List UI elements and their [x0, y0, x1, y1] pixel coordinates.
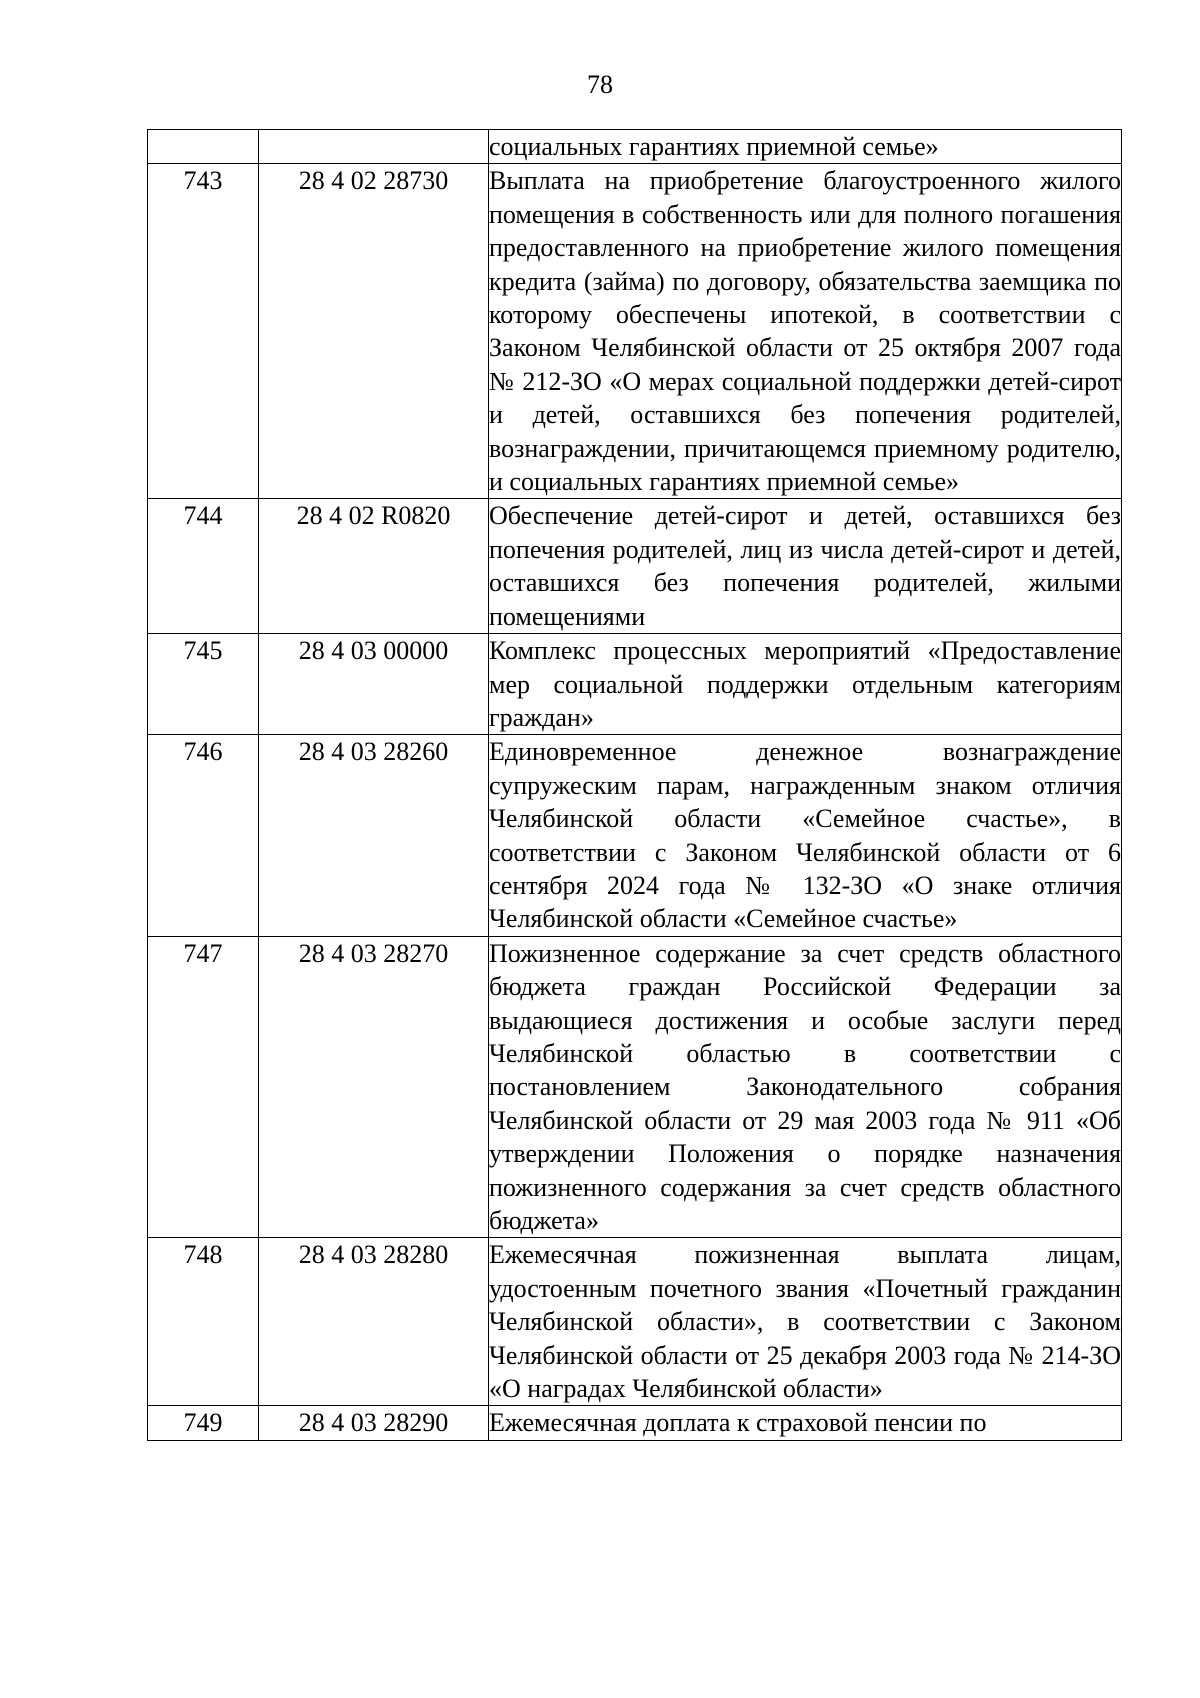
expense-description: Комплекс процессных мероприятий «Предоставление мер социальной поддержки отдельным категориям граждан» — [489, 634, 1122, 735]
page-number: 78 — [587, 70, 613, 99]
target-article-code: 28 4 03 28290 — [259, 1406, 489, 1440]
row-number: 747 — [148, 936, 259, 1238]
table-row — [148, 936, 1122, 1238]
table-row — [148, 1406, 1122, 1440]
row-number: 749 — [148, 1406, 259, 1440]
budget-classification-table — [147, 129, 1122, 1441]
target-article-code: 28 4 03 28270 — [259, 936, 489, 1238]
row-number: 745 — [148, 634, 259, 735]
expense-description: Ежемесячная доплата к страховой пенсии по — [489, 1406, 1122, 1440]
target-article-code — [259, 130, 489, 164]
expense-description: Ежемесячная пожизненная выплата лицам, удостоенным почетного звания «Почетный гражданин Челябинской области», в соответствии с Законом Челябинской области от 25 декабря 2003 года № 214-ЗО «О наградах Челябинской области» — [489, 1238, 1122, 1406]
target-article-code: 28 4 03 00000 — [259, 634, 489, 735]
target-article-code: 28 4 03 28280 — [259, 1238, 489, 1406]
row-number: 748 — [148, 1238, 259, 1406]
row-number: 746 — [148, 735, 259, 936]
table-row — [148, 1238, 1122, 1406]
target-article-code: 28 4 03 28260 — [259, 735, 489, 936]
table-row — [148, 634, 1122, 735]
table-row — [148, 164, 1122, 499]
row-number — [148, 130, 259, 164]
expense-description: Пожизненное содержание за счет средств областного бюджета граждан Российской Федерации за выдающиеся достижения и особые заслуги перед Челябинской областью в соответствии с постановлением Законодательного собрания Челябинской области от 29 мая 2003 года № 911 «Об утверждении Положения о порядке назначения пожизненного содержания за счет средств областного бюджета» — [489, 936, 1122, 1238]
expense-description: Единовременное денежное вознаграждение супружеским парам, награжденным знаком отличия Челябинской области «Семейное счастье», в соответствии с Законом Челябинской области от 6 сентября 2024 года № 132-ЗО «О знаке отличия Челябинской области «Семейное счастье» — [489, 735, 1122, 936]
target-article-code: 28 4 02 R0820 — [259, 499, 489, 634]
table-row — [148, 130, 1122, 164]
row-number: 744 — [148, 499, 259, 634]
expense-description: социальных гарантиях приемной семье» — [489, 130, 1122, 164]
expense-description: Обеспечение детей-сирот и детей, оставшихся без попечения родителей, лиц из числа детей-сирот и детей, оставшихся без попечения родителей, жилыми помещениями — [489, 499, 1122, 634]
table-row — [148, 735, 1122, 936]
table-row — [148, 499, 1122, 634]
target-article-code: 28 4 02 28730 — [259, 164, 489, 499]
expense-description: Выплата на приобретение благоустроенного жилого помещения в собственность или для полного погашения предоставленного на приобретение жилого помещения кредита (займа) по договору, обязательства заемщика по которому обеспечены ипотекой, в соответствии с Законом Челябинской области от 25 октября 2007 года № 212-ЗО «О мерах социальной поддержки детей-сирот и детей, оставшихся без попечения родителей, вознаграждении, причитающемся приемному родителю, и социальных гарантиях приемной семье» — [489, 164, 1122, 499]
row-number: 743 — [148, 164, 259, 499]
